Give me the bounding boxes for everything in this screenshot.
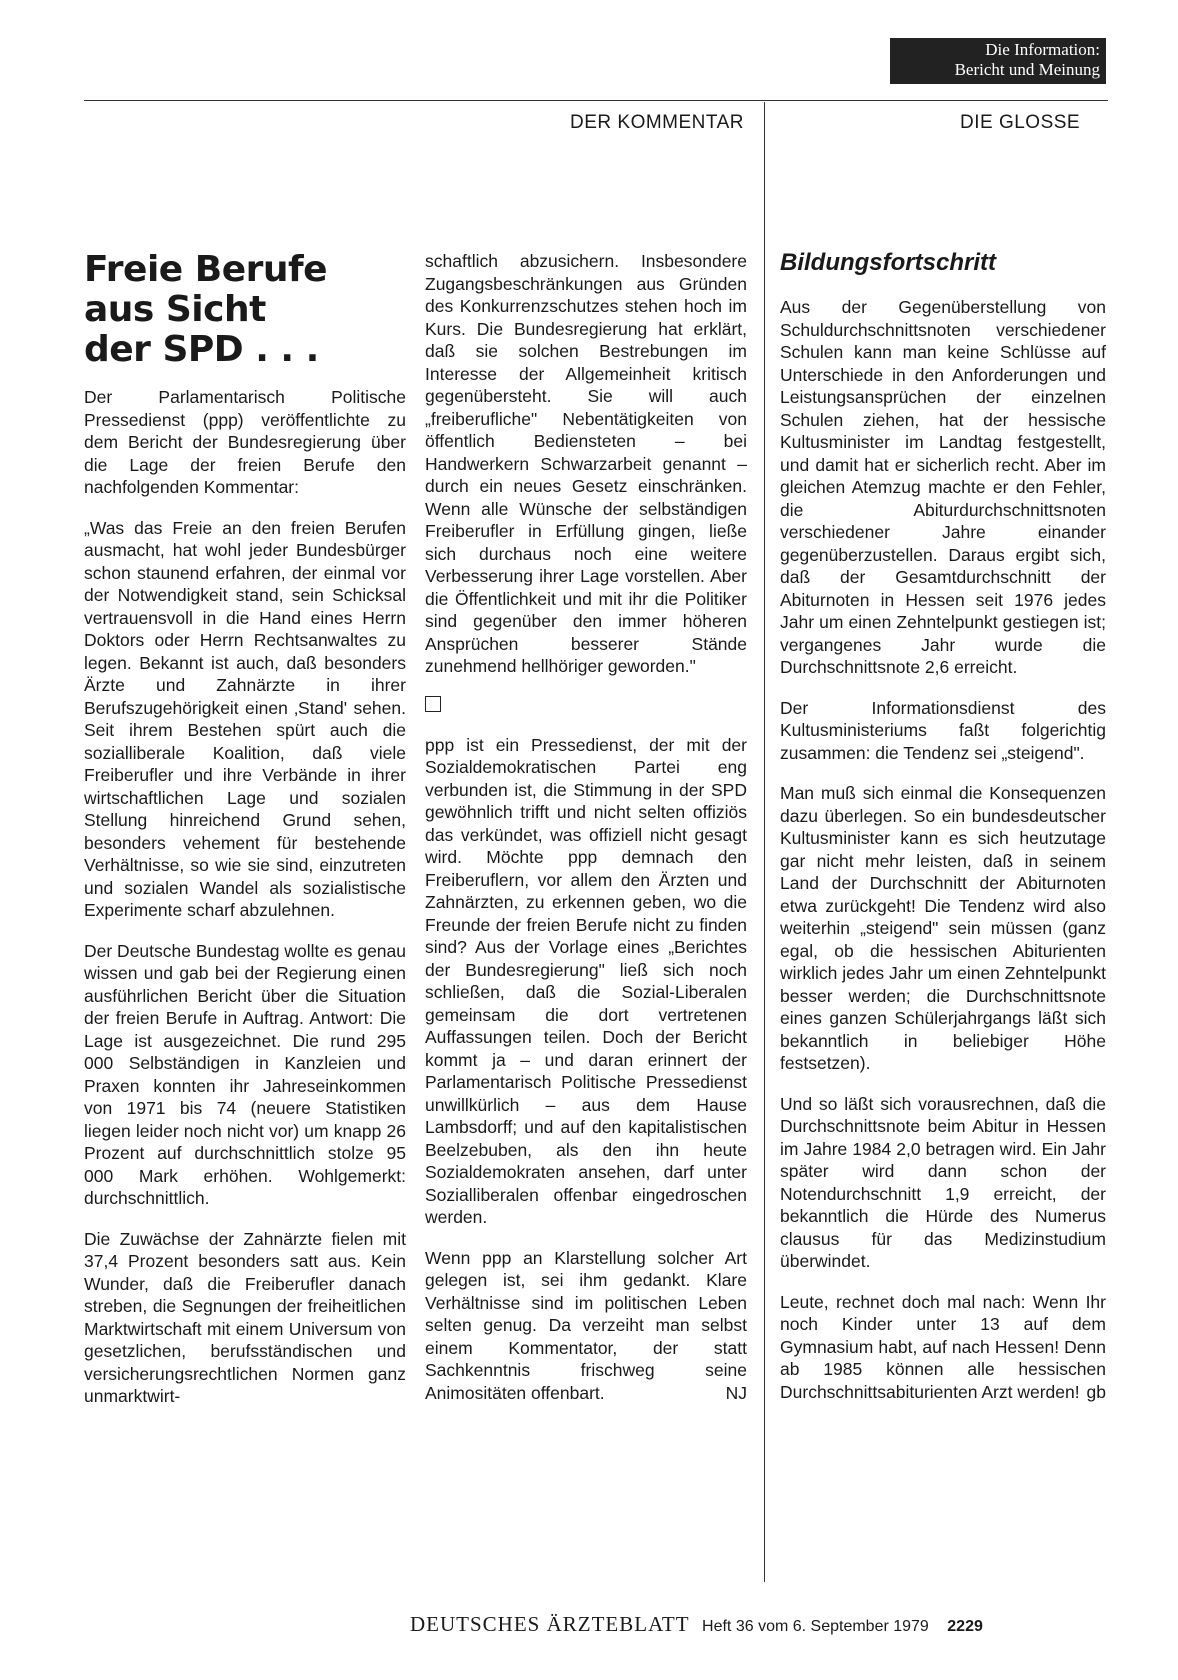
kommentar-closing-text: Wenn ppp an Klarstellung solcher Art gelegen ist, sei ihm gedankt. Klare Verhältnisse sind im politischen Leben selten genug. Da verzeiht man selbst einem Kommentator, der statt Sachkenntnis frischweg seine Animositäten offenbart. — [425, 1247, 747, 1403]
end-square-icon — [425, 696, 441, 712]
kommentar-column-1 — [84, 250, 406, 1426]
glosse-column — [780, 248, 1106, 1421]
glosse-paragraph — [780, 1291, 1106, 1404]
section-label-kommentar: DER KOMMENTAR — [570, 112, 744, 133]
glosse-signature: gb — [1086, 1381, 1106, 1402]
page-footer — [410, 1612, 983, 1637]
kommentar-paragraph: schaftlich abzusichern. Insbesondere Zugangsbeschränkungen aus Gründen des Konkurrenzschutzes stehen hoch im Kurs. Die Bundesregierung hat erklärt, daß sie solchen Bestrebungen im Interesse der Allgemeinheit kritisch gegenübersteht. Sie will auch „freiberufliche" Nebentätigkeiten von öffentlich Bediensteten – bei Handwerkern Schwarzarbeit genannt – durch ein neues Gesetz einschränken. Wenn alle Wünsche der selbständigen Freiberufler in Erfüllung gingen, ließe sich durchaus noch eine weitere Verbesserung ihrer Lage vorstellen. Aber die Öffentlichkeit und mit ihr die Politiker sind gegenüber den immer höheren Ansprüchen besserer Stände zunehmend hellhöriger geworden." — [425, 251, 747, 676]
kommentar-paragraph: ppp ist ein Pressedienst, der mit der Sozialdemokratischen Partei eng verbunden ist, die Stimmung in der SPD gewöhnlich trifft und nicht selten offiziös das verkündet, was offiziell nicht gesagt wird. Möchte ppp demnach den Freiberuflern, vor allem den Ärzten und Zahnärzten, zu erkennen geben, wo die Freunde der freien Berufe nicht zu finden sind? Aus der Vorlage eines „Berichtes der Bundesregierung" ließ sich noch schließen, daß die Sozial-Liberalen gemeinsam die dort vertretenen Auffassungen teilen. Doch der Bericht kommt ja – und daran erinnert der Parlamentarisch Politische Pressedienst unwillkürlich – aus dem Hause Lambsdorff; und auf den kapitalistischen Beelzebuben, als den ihn heute Sozialdemokraten ansehen, darf unter Sozialliberalen offenbar eingedroschen werden. — [425, 734, 747, 1227]
page-number: 2229 — [947, 1618, 983, 1635]
glosse-paragraph: Man muß sich einmal die Konsequenzen dazu überlegen. So ein bundesdeutscher Kultusminister kann es sich heutzutage gar nicht mehr leisten, daß in seinem Land der Durchschnitt der Abiturnoten etwa zurückgeht! Die Tendenz wird also weiterhin „steigend" sein müssen (ganz egal, ob die hessischen Abiturienten wirklich jedes Jahr um einen Zehntelpunkt besser werden; die Durchschnittsnote eines ganzen Schülerjahrgangs läßt sich bekanntlich in beliebiger Höhe festsetzen). — [780, 783, 1106, 1073]
kommentar-paragraph: Die Zuwächse der Zahnärzte fielen mit 37,4 Prozent besonders satt aus. Kein Wunder, daß die Freiberufler danach streben, die Segnungen der freiheitlichen Marktwirtschaft mit einem Universum von gesetzlichen, berufsständischen und versicherungsrechtlichen Normen ganz unmarktwirt- — [84, 1228, 406, 1406]
kommentar-paragraph: Der Parlamentarisch Politische Pressedienst (ppp) veröffentlichte zu dem Bericht der Bundesregierung über die Lage der freien Berufe den nachfolgenden Kommentar: — [84, 387, 406, 497]
kommentar-paragraph: „Was das Freie an den freien Berufen ausmacht, hat wohl jeder Bundesbürger schon staunend erfahren, der einmal vor der Notwendigkeit stand, sein Schicksal vertrauensvoll in die Hand eines Herrn Doktors oder Herrn Rechtsanwaltes zu legen. Bekannt ist auch, daß besonders Ärzte und Zahnärzte in ihrer Berufszugehörigkeit einen ‚Stand' sehen. Seit ihrem Bestehen spürt auch die sozialliberale Koalition, daß viele Freiberufler und ihre Verbände in ihrer wirtschaftlichen Lage und sozialen Stellung hinreichend Grund sehen, besonders vehement für bestehende Verhältnisse, so wie sie sind, einzutreten und sozialen Wandel als sozialistische Experimente scharf abzulehnen. — [84, 517, 406, 920]
badge-line-2: Bericht und Meinung — [954, 60, 1100, 79]
glosse-paragraph: Der Informationsdienst des Kultusministeriums faßt folgerichtig zusammen: die Tendenz sei „steigend". — [780, 697, 1106, 763]
badge-line-1: Die Information: — [985, 40, 1100, 59]
section-label-glosse: DIE GLOSSE — [960, 112, 1081, 133]
glosse-title: Bildungsfortschritt — [780, 249, 996, 276]
kommentar-column-2 — [425, 250, 747, 1422]
glosse-paragraph: Und so läßt sich vorausrechnen, daß die Durchschnittsnote beim Abitur in Hessen im Jahre 1984 2,0 betragen wird. Ein Jahr später wird dann schon der Notendurchschnitt 1,9 erreicht, der bekanntlich die Hürde des Numerus clausus für das Medizinstudium überwindet. — [780, 1093, 1106, 1271]
glosse-closing-text: Leute, rechnet doch mal nach: Wenn Ihr noch Kinder unter 13 auf dem Gymnasium habt, auf nach Hessen! Denn ab 1985 können alle hessischen Durchschnittsabiturienten Arzt werden! — [780, 1291, 1106, 1402]
column-divider — [764, 102, 765, 1582]
top-rule — [84, 100, 1108, 101]
kommentar-signature: NJ — [725, 1382, 747, 1403]
section-badge — [890, 38, 1106, 84]
glosse-paragraph: Aus der Gegenüberstellung von Schuldurchschnittsnoten verschiedener Schulen kann man keine Schlüsse auf Unterschiede in den Anforderungen und Leistungsansprüchen der einzelnen Schulen ziehen, hat der hessische Kultusminister im Landtag festgestellt, und damit hat er sicherlich recht. Aber im gleichen Atemzug machte er den Fehler, die Abiturdurchschnittsnoten verschiedener Jahre einander gegenüberzustellen. Daraus ergibt sich, daß der Gesamtdurchschnitt der Abiturnoten in Hessen seit 1976 jedes Jahr um einen Zehntelpunkt gestiegen ist; vergangenes Jahr wurde die Durchschnittsnote 2,6 erreicht. — [780, 297, 1106, 677]
kommentar-paragraph — [425, 1247, 747, 1405]
journal-name: DEUTSCHES ÄRZTEBLATT — [410, 1612, 690, 1636]
issue-info: Heft 36 vom 6. September 1979 — [702, 1618, 929, 1635]
kommentar-paragraph: Der Deutsche Bundestag wollte es genau wissen und gab bei der Regierung einen ausführlichen Bericht über die Situation der freien Berufe in Auftrag. Antwort: Die Lage ist ausgezeichnet. Die rund 295 000 Selbständigen in Kanzleien und Praxen konnten ihr Jahreseinkommen von 1971 bis 74 (neuere Statistiken liegen leider noch nicht vor) um knapp 26 Prozent auf durchschnittlich stolze 95 000 Mark erhöhen. Wohlgemerkt: durchschnittlich. — [84, 940, 407, 1208]
kommentar-headline: Freie Berufe aus Sicht der SPD . . . — [84, 249, 328, 370]
